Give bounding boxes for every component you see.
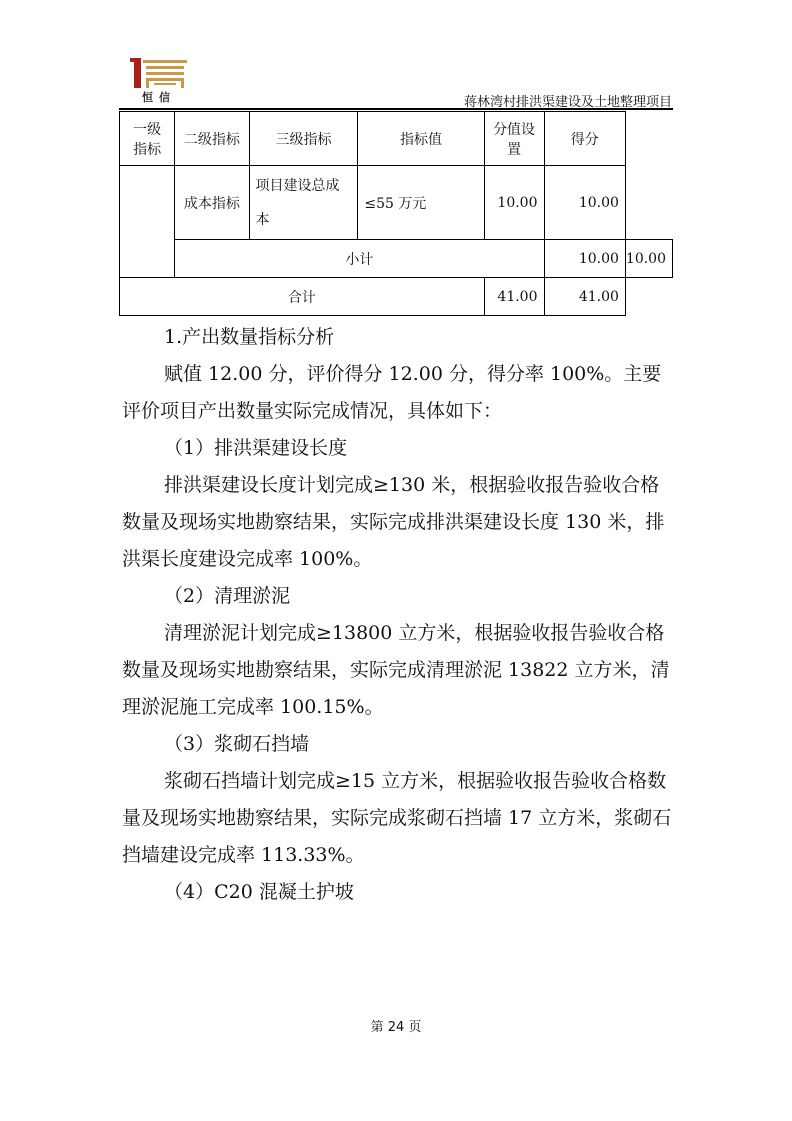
project-title: 蒋林湾村排洪渠建设及土地整理项目 bbox=[463, 95, 672, 110]
header-weight: 分值设 置 bbox=[484, 112, 544, 166]
score-table bbox=[119, 111, 673, 316]
header-level3: 三级指标 bbox=[249, 112, 358, 166]
item-text-1: 排洪渠建设长度计划完成≥130 米，根据验收报告验收合格数量及现场实地勘察结果，实际完成排洪渠建设长度 130 米，排洪渠长度建设完成率 100%。 bbox=[122, 474, 665, 570]
item-text-2: 清理淤泥计划完成≥13800 立方米，根据验收报告验收合格数量及现场实地勘察结果，实际完成清理淤泥 13822 立方米，清理淤泥施工完成率 100.15%。 bbox=[122, 622, 670, 718]
header-score: 得分 bbox=[544, 112, 625, 166]
table-row-total bbox=[120, 278, 673, 316]
item-title-1: （1）排洪渠建设长度 bbox=[164, 437, 348, 459]
header-rule bbox=[119, 108, 673, 110]
cell-indicator-value: ≤55 万元 bbox=[358, 166, 484, 240]
subtotal-weight: 10.00 bbox=[544, 240, 625, 278]
cell-level3: 项目建设总成本 bbox=[249, 166, 358, 240]
item-text-3: 浆砌石挡墙计划完成≥15 立方米，根据验收报告验收合格数量及现场实地勘察结果，实际完成浆砌石挡墙 17 立方米，浆砌石挡墙建设完成率 113.33%。 bbox=[122, 770, 672, 866]
table-row-subtotal bbox=[120, 240, 673, 278]
header-indicator-value: 指标值 bbox=[358, 112, 484, 166]
total-weight: 41.00 bbox=[484, 278, 544, 316]
total-label: 合计 bbox=[120, 278, 485, 316]
cell-level2: 成本指标 bbox=[175, 166, 249, 240]
subtotal-label: 小计 bbox=[175, 240, 544, 278]
page-number: 第 24 页 bbox=[370, 1020, 422, 1035]
total-score: 41.00 bbox=[544, 278, 625, 316]
cell-score: 10.00 bbox=[544, 166, 625, 240]
section-title: 1.产出数量指标分析 bbox=[164, 326, 335, 348]
logo-caption: 恒信 bbox=[142, 91, 176, 104]
intro-paragraph: 赋值 12.00 分，评价得分 12.00 分，得分率 100%。主要评价项目产出数量实际完成情况，具体如下： bbox=[122, 363, 662, 422]
table-header-row bbox=[120, 112, 673, 166]
header-level2: 二级指标 bbox=[175, 112, 249, 166]
item-title-2: （2）清理淤泥 bbox=[164, 585, 291, 607]
item-title-3: （3）浆砌石挡墙 bbox=[164, 733, 310, 755]
level1-cell bbox=[120, 166, 175, 278]
item-title-4: （4）C20 混凝土护坡 bbox=[164, 881, 354, 903]
table-row-cost bbox=[120, 166, 673, 240]
body-content bbox=[122, 319, 674, 911]
header-level1: 一级指标 bbox=[120, 112, 175, 166]
subtotal-score: 10.00 bbox=[625, 240, 672, 278]
cell-weight: 10.00 bbox=[484, 166, 544, 240]
